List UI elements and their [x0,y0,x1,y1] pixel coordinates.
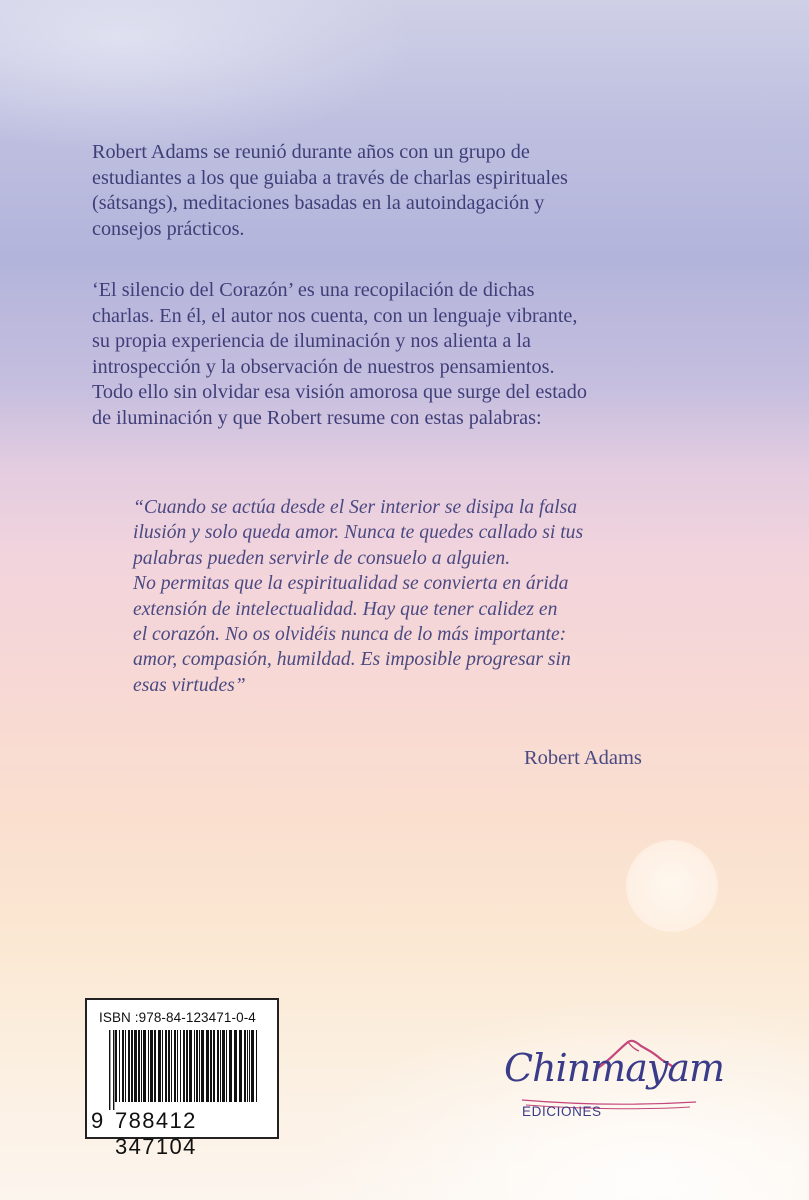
quote-line: palabras pueden servirle de consuelo a alguien. [133,547,511,569]
barcode-number: 788412 347104 [115,1108,197,1159]
barcode-bar [134,1030,137,1102]
barcode-bar [199,1030,200,1102]
barcode-bar [148,1030,149,1102]
barcode-bar [168,1030,170,1102]
barcode-bar [131,1030,133,1102]
barcode-bar [128,1030,130,1102]
publisher-logo [500,1030,725,1124]
quote-line: No permitas que la espiritualidad se convierta en árida [133,573,569,595]
barcode-bar [189,1030,192,1102]
barcode-bar [150,1030,153,1102]
barcode-bar [196,1030,198,1102]
isbn-label: ISBN :978-84-123471-0-4 [99,1010,256,1025]
barcode-bar [180,1030,181,1102]
quote-author: Robert Adams [524,747,642,769]
barcode-bar [201,1030,204,1102]
barcode-bar [194,1030,195,1102]
barcode-bar [213,1030,215,1102]
paragraph-description [92,278,712,432]
quote-line: amor, compasión, humildad. Es imposible progresar sin [133,649,571,671]
text-line: ‘El silencio del Corazón’ es una recopilación de dichas [92,279,535,301]
barcode-bar [162,1030,163,1102]
barcode-bar [158,1030,161,1102]
barcode-bar [186,1030,188,1102]
barcode-bar [251,1030,254,1102]
barcode-bar [244,1030,246,1102]
text-line: Todo ello sin olvidar esa visión amorosa que surge del estado [92,381,587,404]
barcode-bar [256,1030,257,1102]
barcode-bar [247,1030,248,1102]
paragraph-intro [92,140,712,242]
barcode-bar [141,1030,142,1102]
barcode-bar [234,1030,237,1102]
barcode-lead-digit: 9 [91,1108,104,1133]
text-line: (sátsangs), meditaciones basadas en la autoindagación y [92,192,545,215]
barcode-bar [125,1030,126,1102]
text-line: estudiantes a los que guiaba a través de charlas espirituales [92,166,568,189]
text-line: su propia experiencia de iluminación y nos alienta a la [92,330,531,353]
publisher-name: Chinmayam [504,1046,725,1090]
quote-block [133,495,693,698]
text-line: de iluminación y que Robert resume con estas palabras: [92,406,542,429]
barcode-bar [239,1030,242,1102]
barcode-bar [206,1030,209,1102]
barcode-bar [229,1030,232,1102]
barcode-bar [217,1030,219,1102]
barcode-bar [119,1030,120,1102]
text-line: consejos prácticos. [92,217,245,240]
quote-line: ilusión y solo queda amor. Nunca te quedes callado si tus [133,522,584,544]
text-line: introspección y la observación de nuestros pensamientos. [92,355,555,378]
sun-disc [626,840,718,932]
barcode-bar [222,1030,225,1102]
barcode-bar [210,1030,212,1102]
quote-line: el corazón. No os olvidéis nunca de lo más importante: [133,624,567,646]
barcode-bar [165,1030,167,1102]
barcode-bar [143,1030,146,1102]
barcode-bar [113,1030,114,1110]
quote-line: extensión de intelectualidad. Hay que tener calidez en [133,598,558,620]
barcode-bar [122,1030,124,1102]
barcode-bar [249,1030,250,1102]
barcode-icon [109,1030,259,1110]
barcode-bar [220,1030,221,1102]
barcode-bar [154,1030,156,1102]
quote-line: esas virtudes” [133,674,246,696]
quote-line: “Cuando se actúa desde el Ser interior se disipa la falsa [133,497,578,518]
barcode-bar [138,1030,140,1102]
barcode-box [85,998,279,1159]
publisher-imprint: EDICIONES [522,1104,602,1119]
barcode-bar [109,1030,110,1110]
barcode-bar [183,1030,185,1102]
text-line: Robert Adams se reunió durante años con un grupo de [92,141,530,163]
barcode-bar [171,1030,172,1102]
barcode-bar [174,1030,176,1102]
text-line: charlas. En él, el autor nos cuenta, con un lenguaje vibrante, [92,304,578,327]
barcode-bar [115,1030,117,1102]
barcode-bar [177,1030,178,1102]
barcode-bar [226,1030,227,1102]
